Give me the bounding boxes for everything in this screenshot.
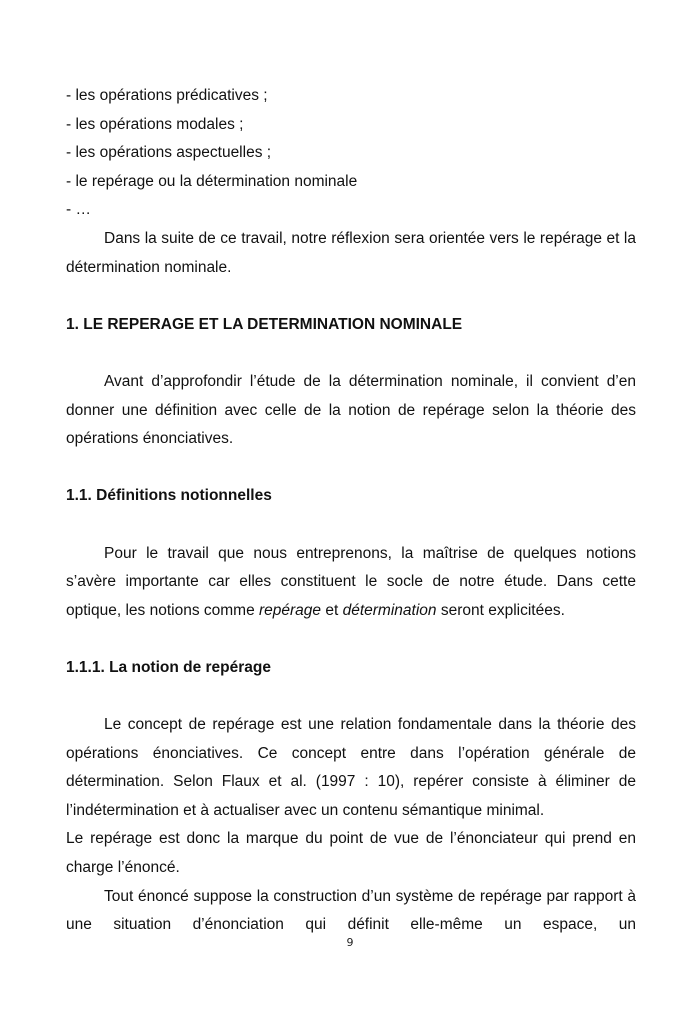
list-item: - … [66,201,91,219]
section-1-1-paragraph [66,540,636,626]
list-item: - le repérage ou la détermination nominale [66,172,358,190]
list-item: - les opérations prédicatives ; [66,87,268,104]
section-1-1-1-paragraph-3: Tout énoncé suppose la construction d’un système de repérage par rapport à une situation d’énonciation qui définit elle-même un espace, un [66,887,636,934]
paragraph-text: et [321,601,343,619]
page-number: 9 [346,936,354,949]
term-reperage: repérage [259,601,322,619]
section-1-1-heading: 1.1. Définitions notionnelles [66,487,272,505]
paragraph-text: seront explicitées. [436,601,565,619]
intro-paragraph: Dans la suite de ce travail, notre réflexion sera orientée vers le repérage et la détermination nominale. [66,229,636,276]
list-item: - les opérations aspectuelles ; [66,144,272,162]
section-1-heading: 1. LE REPERAGE ET LA DETERMINATION NOMINALE [66,315,463,333]
section-1-1-1-heading: 1.1.1. La notion de repérage [66,658,272,676]
section-1-paragraph: Avant d’approfondir l’étude de la détermination nominale, il convient d’en donner une définition avec celle de la notion de repérage selon la théorie des opérations énonciatives. [66,372,636,448]
paragraph-text: Pour le travail que nous entreprenons, la maîtrise de quelques notions s’avère importante car elles constituent le socle de notre étude. Dans cette optique, les notions comme [66,544,636,619]
term-determination: détermination [342,601,437,619]
list-item: - les opérations modales ; [66,115,244,133]
document-page [66,82,636,940]
section-1-1-1-paragraph-2: Le repérage est donc la marque du point de vue de l’énonciateur qui prend en charge l’énoncé. [66,830,636,877]
section-1-1-1-paragraph-1: Le concept de repérage est une relation fondamentale dans la théorie des opérations énonciatives. Ce concept entre dans l’opération générale de détermination. Selon Flaux et al. (1997 : 10), repérer consiste à éliminer de l’indétermination et à actualiser avec un contenu sémantique minimal. [66,716,636,819]
